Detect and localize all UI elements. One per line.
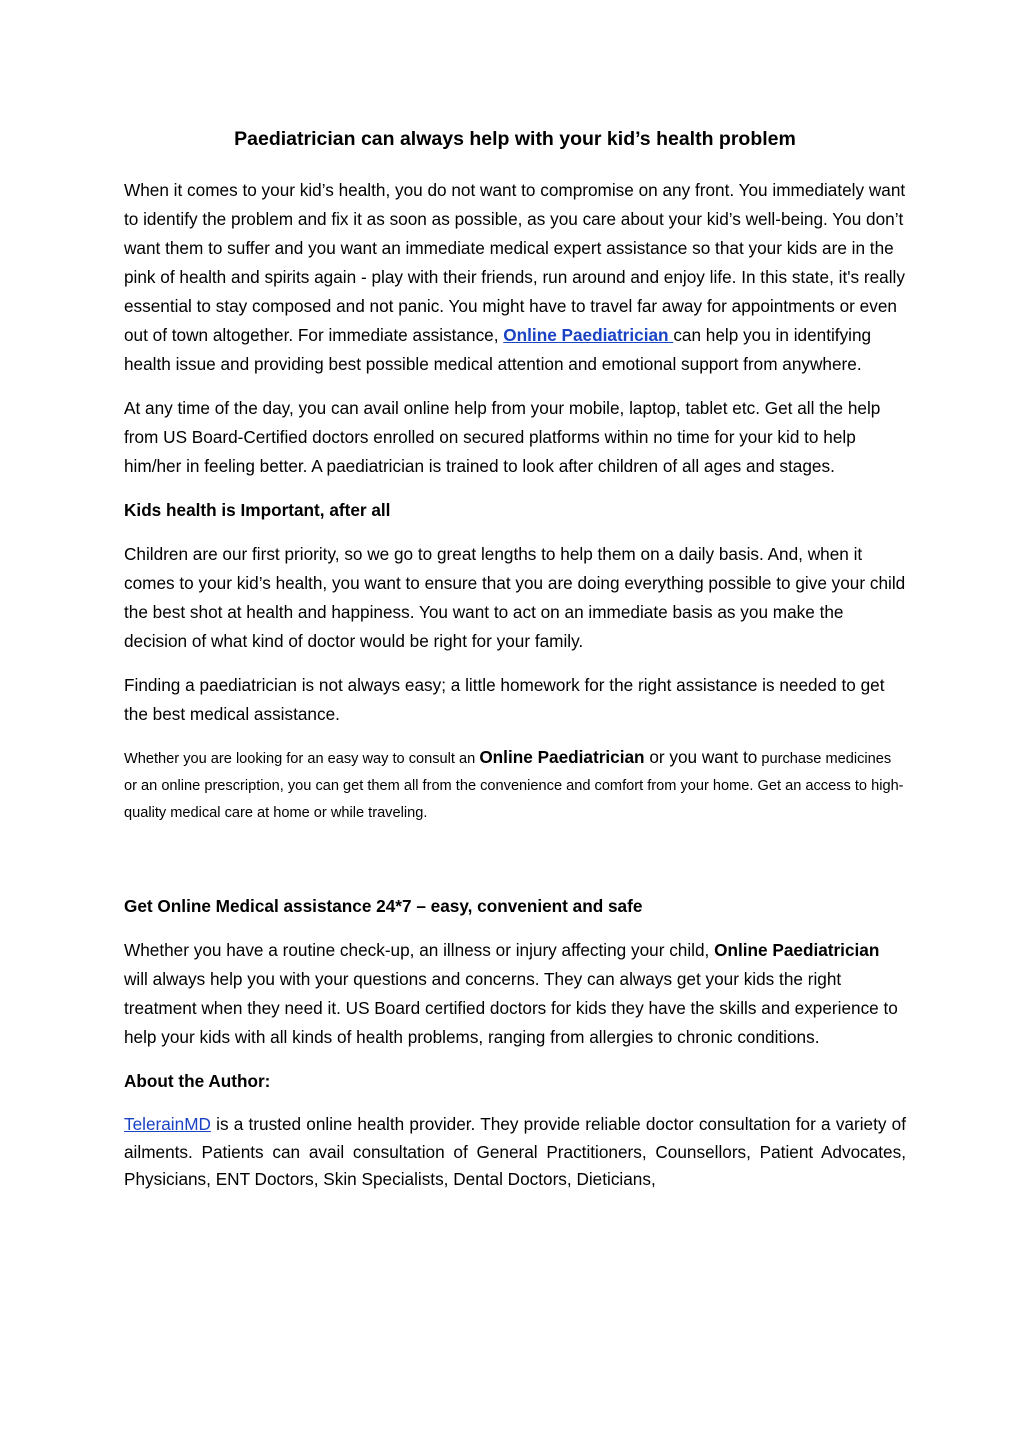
paragraph-routine-text: Whether you have a routine check-up, an illness or injury affecting your child,: [124, 940, 715, 960]
online-paediatrician-link[interactable]: Online Paediatrician: [503, 325, 674, 345]
spacer: [124, 845, 906, 892]
paragraph-consult-text-end: purchase medicines or an online prescription, you can get them all from the convenience and comfort from your home. Get an access to high-quality medical care at home or while traveling.: [124, 751, 904, 821]
paragraph-priority: Children are our first priority, so we go to great lengths to help them on a daily basis. And, when it comes to your kid’s health, you want to ensure that you are doing everything possible to give your child the best shot at health and happiness. You want to act on an immediate basis as you make the decision of what kind of doctor would be right for your family.: [124, 544, 906, 651]
paragraph-availability: At any time of the day, you can avail online help from your mobile, laptop, tablet etc. Get all the help from US Board-Certified doctors enrolled on secured platforms within no time for your kid to help him/her in feeling better. A paediatrician is trained to look after children of all ages and stages.: [124, 398, 881, 476]
paragraph-consult-online: [124, 744, 906, 827]
paragraph-consult-text-mid: or you want to: [644, 747, 758, 767]
paragraph-author-text: is a trusted online health provider. They provide reliable doctor consultation for a variety of ailments. Patients can avail consultation of General Practitioners, Counsellors, Patient Advocates, Physicians, ENT Doctors, Skin Specialists, Dental Doctors, Dieticians,: [124, 1114, 906, 1189]
document-title: Paediatrician can always help with your kid’s health problem: [234, 128, 796, 150]
paragraph-routine-checkup: [124, 936, 906, 1052]
paragraph-intro-text: When it comes to your kid’s health, you do not want to compromise on any front. You immediately want to identify the problem and fix it as soon as possible, as you care about your kid’s well-being. You don’t want them to suffer and you want an immediate medical expert assistance so that your kids are in the pink of health and spirits again - play with their friends, run around and enjoy life. In this state, it's really essential to stay composed and not panic. You might have to travel far away for appointments or even out of town altogether. For immediate assistance,: [124, 180, 906, 345]
paragraph-routine-text-end: will always help you with your questions and concerns. They can always get your kids the right treatment when they need it. US Board certified doctors for kids they have the skills and experience to help your kids with all kinds of health problems, ranging from allergies to chronic conditions.: [124, 969, 898, 1047]
heading-medical-assistance: Get Online Medical assistance 24*7 – easy, convenient and safe: [124, 896, 643, 916]
online-paediatrician-bold: Online Paediatrician: [479, 747, 645, 767]
heading-kids-health: Kids health is Important, after all: [124, 500, 391, 520]
online-paediatrician-bold-2: Online Paediatrician: [714, 940, 880, 960]
telerainmd-link[interactable]: TelerainMD: [124, 1114, 211, 1134]
paragraph-intro: [124, 176, 906, 379]
paragraph-author: [124, 1111, 906, 1194]
document-body: [124, 124, 906, 1209]
paragraph-finding-paediatrician: Finding a paediatrician is not always easy; a little homework for the right assistance is needed to get the best medical assistance.: [124, 675, 885, 724]
heading-about-author: About the Author:: [124, 1071, 271, 1091]
paragraph-intro-text-end: can help you in identifying health issue and providing best possible medical attention and emotional support from anywhere.: [124, 325, 872, 374]
paragraph-consult-text: Whether you are looking for an easy way to consult an: [124, 751, 480, 767]
